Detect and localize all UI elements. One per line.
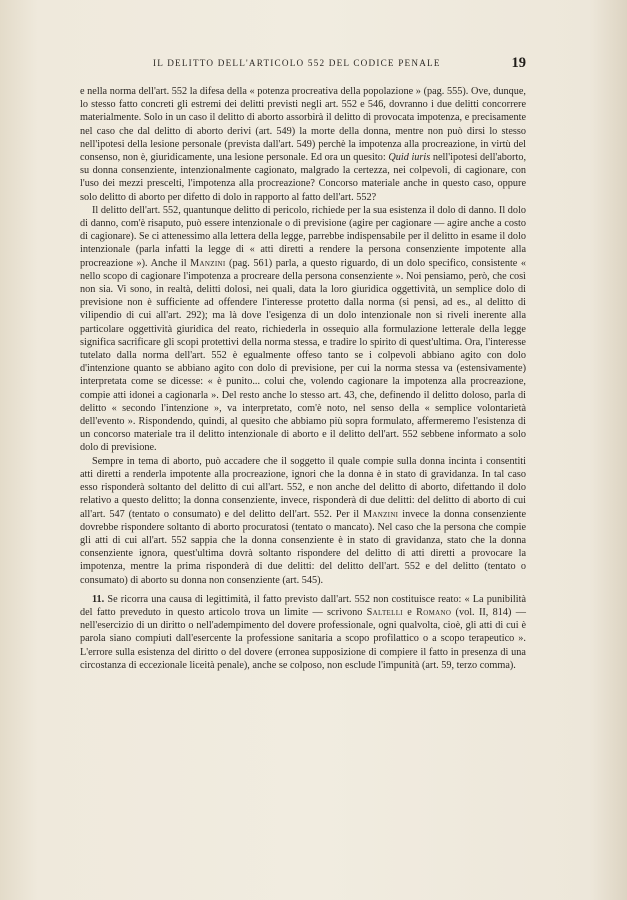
author-name: Romano	[416, 606, 452, 618]
author-name: Manzini	[362, 508, 399, 520]
conjunction: e	[407, 606, 412, 618]
author-name: Manzini	[190, 257, 226, 269]
paragraph-text: Se ricorra una causa di legittimità, il fatto previsto dall'art. 552 non costituisce reato: « La punibilità del fatto preveduto in questo articolo trova un limite — scrivono	[80, 593, 526, 618]
paragraph-text: nell'ipotesi dell'aborto, su donna consenziente, intenzionalmente cagionato, malgrado la certezza, nei colpevoli, di cagionare, con l'uso dei mezzi prescelti, l'impotenza alla procreazione? Concorso materiale anche in questo caso, oppure solo delitto di aborto per difetto di dolo in rapporto al fatto dell'art. 552?	[80, 152, 527, 203]
paragraph-text: (pag. 561) parla, a questo riguardo, di un dolo specifico, consistente « nello scopo di cagionare l'impotenza a procreare della persona consenziente ». Noi pensiamo, però, che così non sia. Vi sono, in realtà, delitti dolosi, nei quali, data la loro giuridica oggettività, un semplice dolo di previsione non è sufficiente ad offendere l'interesse protetto dalla norma (si pensi, ad es., al delitto di vilipendio di cui all'art. 292); ma là dove l'esigenza di un dolo intenzionale non si riveli inerente alla particolare oggettività giuridica del reato, richiederla in ossequio alla formulazione letterale della legge significa sacrificare gli scopi protettivi della norma stessa, e tradire lo spirito di quest'ultima. Ora, l'interesse tutelato dalla norma dell'art. 552 è egualmente offeso tanto se i colpevoli abbiano agito con dolo d'intenzione quanto se abbiano agito con dolo di previsione, per cui la norma stessa va (estensivamente) interpretata come se dicesse: « è punito... colui che, volendo cagionare la impotenza alla procreazione, compie atti idonei a cagionarla ». Del resto anche lo stesso art. 43, che, definendo il delitto doloso, parla di delitto « secondo l'intenzione », va interpretato, com'è noto, nel senso della « semplice volontarietà dell'evento ». Rispondendo, quindi, al quesito che abbiamo più sopra formulato, affermeremo l'esistenza di un concorso materiale tra il delitto intenzionale di aborto e il delitto dell'art. 552 sebbene informato a solo dolo di previsione.	[80, 257, 527, 454]
running-title: IL DELITTO DELL'ARTICOLO 552 DEL CODICE PENALE	[153, 58, 441, 68]
latin-phrase: Quid iuris	[388, 152, 431, 164]
paragraph	[80, 455, 526, 587]
author-name: Saltelli	[366, 606, 403, 618]
body-text	[80, 85, 526, 672]
paragraph-text: e nella norma dell'art. 552 la difesa della « potenza procreativa della popolazione » (pag. 555). Ove, dunque, lo stesso fatto concreti gli estremi dei delitti previsti negli art. 552 e 546, dovranno i due delitti concorrere materialmente. Solo in un caso il delitto di aborto assorbirà il delitto di provocata impotenza, e precisamente nel caso che dal delitto di aborto derivi (art. 549) la morte della donna, mentre non può dirsi lo stesso nell'ipotesi della lesione personale (prevista dall'art. 549) perchè la impotenza alla procreazione, in virtù del consenso, non è, giuridicamente, una lesione personale. Ed ora un quesito:	[80, 86, 526, 164]
section-number: 11.	[92, 593, 105, 605]
running-header	[80, 56, 526, 72]
paragraph-text: Sempre in tema di aborto, può accadere che il soggetto il quale compie sulla donna incinta i consentiti atti diretti a renderla impotente alla procreazione, ignori che la donna è in stato di gravidanza. In tal caso esso risponderà soltanto del delitto di cui all'art. 552, e non anche del delitto di aborto, difettando il dolo relativo a questo delitto; la donna consenziente, invece, risponderà di due delitti: del delitto di aborto di cui all'art. 547 (tentato o consumato) e del delitto dell'art. 552. Per il	[80, 455, 526, 520]
paragraph	[80, 85, 526, 204]
paragraph-text: Il delitto dell'art. 552, quantunque delitto di pericolo, richiede per la sua esistenza il dolo di danno. Il dolo di danno, com'è risaputo, può essere intenzionale o di previsione (agire per cagionare — agire anche a costo di cagionare). Se ci attenessimo alla lettera della legge, parrebbe indispensabile per il delitto in esame il dolo intenzionale (parla infatti la legge di « atti diretti a rendere la persona consenziente impotente alla procreazione »). Anche il	[80, 204, 526, 269]
paragraph	[80, 593, 526, 672]
paragraph-text: invece la donna consenziente dovrebbe rispondere soltanto di aborto procuratosi (tentato o mancato). Nel caso che la persona che compie gli atti di cui all'art. 552 sappia che la donna consenziente è in stato di gravidanza, stato che la donna consenziente ignora, quest'ultima dovrà soltanto rispondere del delitto di atti diretti a provocare la impotenza, mentre la prima risponderà di due delitti: del delitto dell'art. 552 e del delitto (tentato o consumato) di aborto su donna non consenziente (art. 545).	[80, 508, 527, 586]
paragraph-text: (vol. II, 814) — nell'esercizio di un diritto o nell'adempimento del dovere professionale, ogni qualvolta, cioè, gli atti di cui è parola siano compiuti dall'esercente la professione sanitaria a scopo profilattico o a scopo terapeutico ». L'errore sulla esistenza del diritto o del dovere (erronea supposizione di compiere il fatto in presenza di una circostanza di eccezionale liceità penale), anche se colposo, non esclude l'impunità (art. 59, terzo comma).	[80, 606, 527, 671]
page-number: 19	[511, 55, 526, 71]
paragraph	[80, 204, 526, 455]
